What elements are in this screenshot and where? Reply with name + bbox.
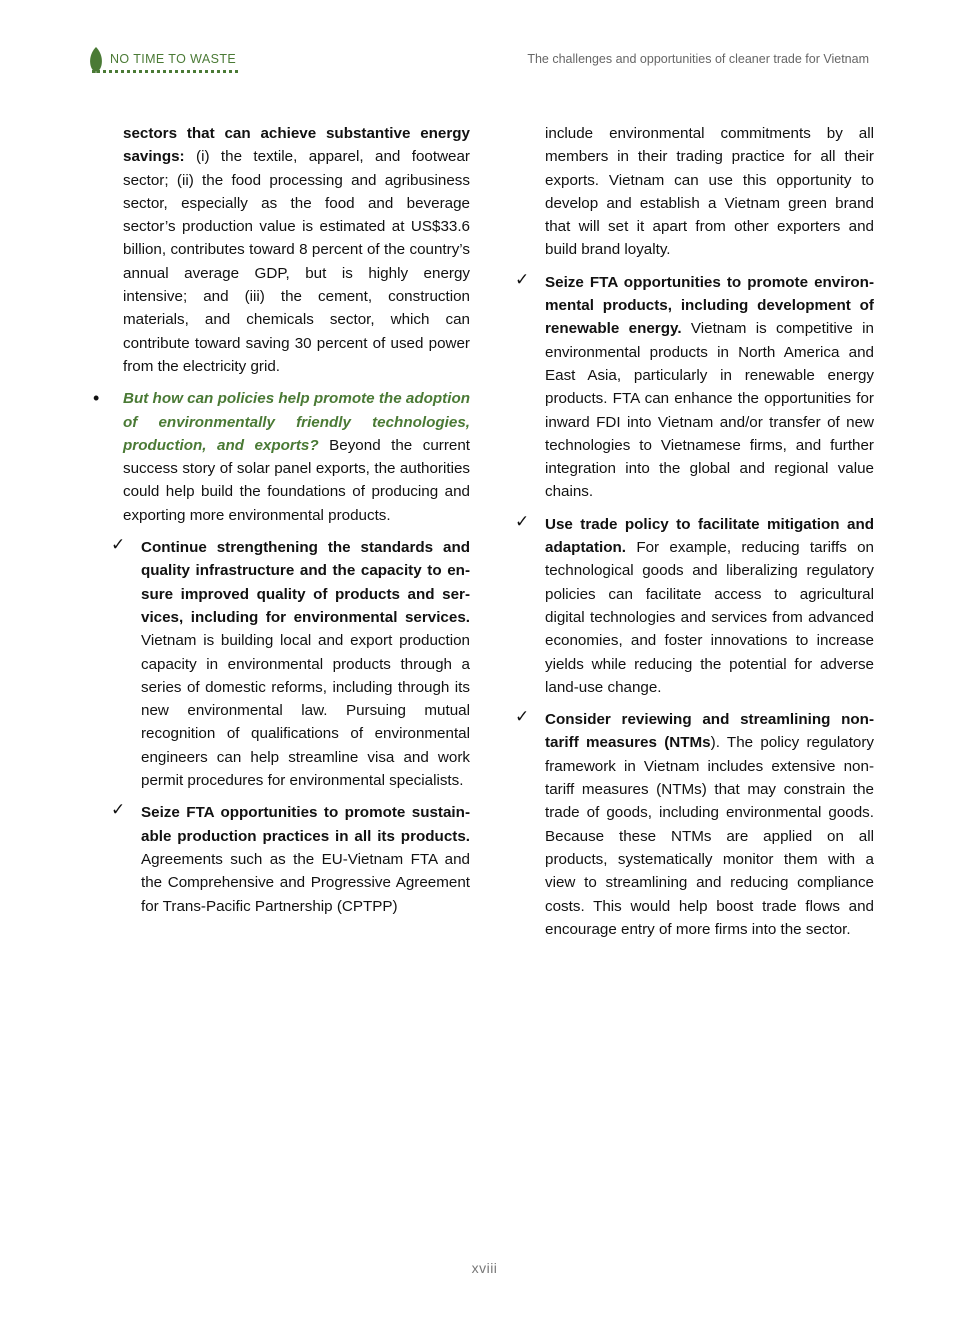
checkmark-icon: ✓ bbox=[111, 800, 126, 821]
bullet-item-policies bbox=[93, 387, 470, 527]
check-item-sustainable-production bbox=[111, 801, 470, 917]
check-item-text: Agreements such as the EU-Vietnam FTA and the Comprehensive and Progressive Agreement for Trans-Pacific Partnership (CPTPP) bbox=[141, 850, 470, 915]
brand-dotted-underline bbox=[92, 70, 238, 73]
continuation-paragraph: include environmental commitments by all members in their trading practice for all their exports. Vietnam can use this opportunity to develop and establish a Vietnam green brand that will set it apart from other exporters and build brand loyalty. bbox=[545, 125, 874, 259]
bullet-text: Beyond the current success story of solar panel exports, the authorities could help build the foundations of producing and exporting more environmental products. bbox=[123, 436, 470, 524]
check-item-heading: Consider reviewing and streamlining non-tariff measures (NTMs bbox=[545, 711, 874, 752]
check-item-environmental-products bbox=[515, 271, 874, 504]
intro-bold: sectors that can achieve substantive energy savings: bbox=[123, 125, 470, 166]
check-item-text: For example, reducing tariffs on technological goods and liberalizing regulatory policies can facilitate access to agricultural digital technologies and services from advanced economies, and foster innovations to increase yields while reducing the potential for adverse land-use change. bbox=[545, 539, 874, 696]
check-item-trade-policy bbox=[515, 513, 874, 699]
page-header-brand bbox=[88, 44, 236, 76]
checkmark-icon: ✓ bbox=[111, 535, 126, 556]
brand-text: NO TIME TO WASTE bbox=[110, 51, 237, 66]
check-item-heading: Seize FTA opportunities to promote sustainable production practices in all its products. bbox=[141, 804, 470, 845]
check-item-text: ). The policy regulatory framework in Vietnam includes extensive non-tariff measures (NTMs) that may constrain the trade of goods, including environmental goods. Because these NTMs are applied on all products, systematically monitor them with a view to streamlining and reducing compliance costs. This would help boost trade flows and encourage entry of more firms into the sector. bbox=[545, 734, 875, 938]
checkmark-icon: ✓ bbox=[515, 707, 530, 728]
check-item-heading: Continue strengthening the standards and quality infrastructure and the capacity to ensure improved quality of products and services, including for environmental services. bbox=[141, 539, 470, 626]
left-column bbox=[93, 122, 470, 918]
check-item-heading: Seize FTA opportunities to promote environmental products, including development of renewable energy. bbox=[545, 273, 874, 338]
check-item-heading: Use trade policy to facilitate mitigation and adaptation. bbox=[545, 515, 874, 557]
brand-title bbox=[110, 52, 236, 69]
page-number: xviii bbox=[471, 1260, 498, 1276]
right-column bbox=[515, 122, 874, 941]
intro-text: (i) the textile, apparel, and footwear sector; (ii) the food processing and agribusiness sector, especially as the food and beverage sector’s production value is estimated at US$33.6 billion, contributes toward 8 percent of the country’s annual average GDP, but is highly energy intensive; and (iii) the cement, construction materials, and chemicals sector, which can contribute toward saving 30 percent of used power from the electricity grid. bbox=[123, 148, 470, 375]
bullet-icon: • bbox=[93, 388, 100, 409]
bullet-question: But how can policies help promote the adoption of environmentally friendly technologies, production, and exports? bbox=[123, 390, 470, 454]
checkmark-icon: ✓ bbox=[515, 269, 530, 290]
running-title: The challenges and opportunities of cleaner trade for Vietnam bbox=[527, 52, 869, 66]
check-item-standards bbox=[111, 536, 470, 792]
intro-paragraph bbox=[93, 122, 470, 378]
check-item-text: Vietnam is competitive in environmental products in North America and East Asia, particularly in renewable energy products. FTA can enhance the opportunities for inward FDI into Vietnam and/or transfer of new technologies to Vietnamese firms, and further integration into the global and regional value chains. bbox=[545, 320, 875, 501]
check-item-text: Vietnam is building local and export production capacity in environmental products through a series of domestic reforms, including through its new environmental law. Pursuing mutual recognition of qualifications of environmental engineers can help streamline visa and work permit procedures for environmental specialists. bbox=[141, 632, 470, 790]
check-item-ntms bbox=[515, 708, 874, 941]
checkmark-icon: ✓ bbox=[515, 511, 530, 532]
